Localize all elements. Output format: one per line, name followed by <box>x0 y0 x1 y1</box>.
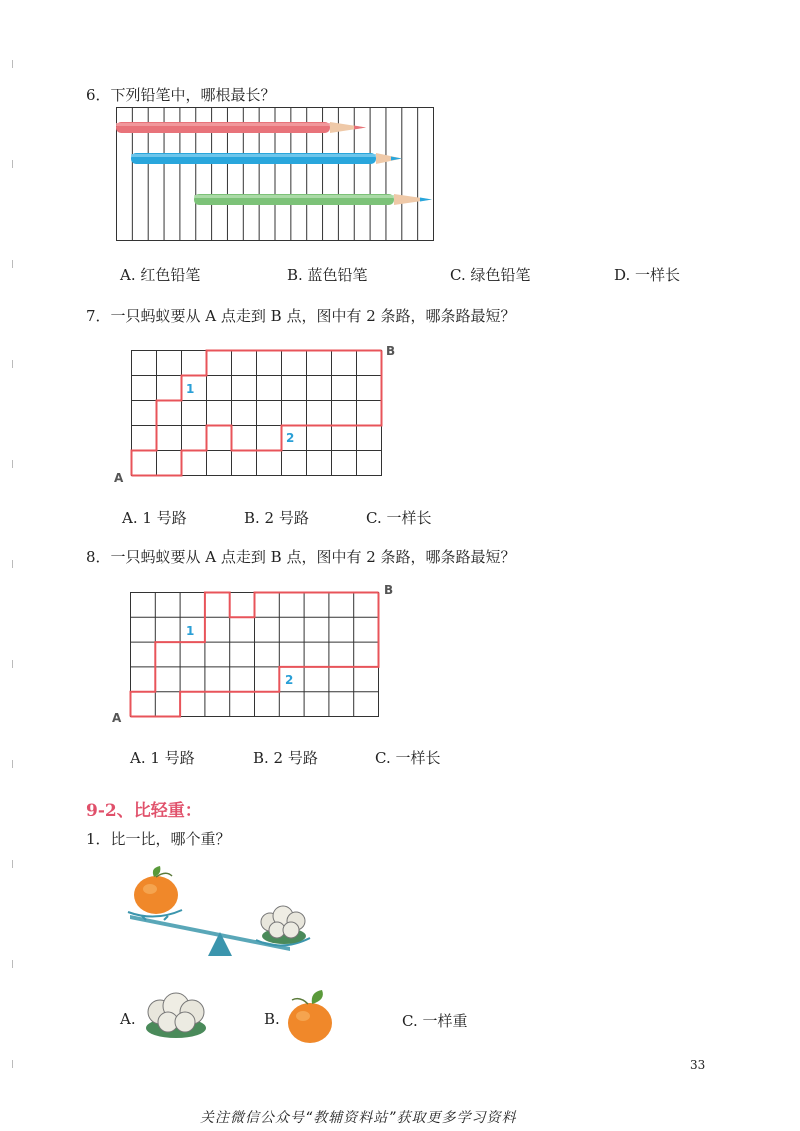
q6-option-b[interactable]: B. 蓝色铅笔 <box>287 266 368 284</box>
q9-text: 1．比一比，哪个重？ <box>86 830 231 848</box>
q7-point-b: B <box>386 344 396 358</box>
orange-on-scale <box>134 866 178 914</box>
balance-scale-figure <box>120 860 320 965</box>
red-pencil <box>116 122 366 133</box>
page-number: 33 <box>690 1058 706 1072</box>
blue-pencil <box>131 153 402 164</box>
q8-option-c[interactable]: C. 一样长 <box>375 749 441 767</box>
q9-option-b[interactable]: B. <box>264 1010 280 1028</box>
q6-text: 6．下列铅笔中，哪根最长？ <box>86 86 276 104</box>
q7-grid <box>132 351 382 476</box>
orange-icon <box>282 986 338 1046</box>
q7-text: 7．一只蚂蚁要从 A 点走到 B 点，图中有 2 条路，哪条路最短？ <box>86 307 516 325</box>
q6-option-d[interactable]: D. 一样长 <box>614 266 681 284</box>
q7-grid-figure <box>110 340 410 490</box>
q6-option-c[interactable]: C. 绿色铅笔 <box>450 266 531 284</box>
q7-point-a: A <box>114 471 124 485</box>
q6-option-a[interactable]: A. 红色铅笔 <box>120 266 201 284</box>
cauliflower-on-scale <box>261 906 306 944</box>
section-title: 9-2、比轻重： <box>86 801 202 821</box>
green-pencil <box>194 194 432 205</box>
q8-grid-figure <box>108 580 408 730</box>
q9-option-a[interactable]: A. <box>120 1010 136 1028</box>
q7-path-1-label: 1 <box>186 382 195 396</box>
q7-option-a[interactable]: A. 1 号路 <box>122 509 187 527</box>
cauliflower-icon <box>140 990 212 1040</box>
q8-option-a[interactable]: A. 1 号路 <box>130 749 195 767</box>
q8-path-1-label: 1 <box>186 624 195 638</box>
q8-text: 8．一只蚂蚁要从 A 点走到 B 点，图中有 2 条路，哪条路最短？ <box>86 548 516 566</box>
q8-point-b: B <box>384 583 394 597</box>
footer-watermark: 关注微信公众号“教辅资料站”获取更多学习资料 <box>200 1110 517 1126</box>
q7-path-2-label: 2 <box>286 431 295 445</box>
q8-path-2-label: 2 <box>285 673 294 687</box>
q8-point-a: A <box>112 711 122 725</box>
pencil-grid-figure <box>112 106 438 244</box>
q7-option-c[interactable]: C. 一样长 <box>366 509 432 527</box>
q9-option-c[interactable]: C. 一样重 <box>402 1012 468 1030</box>
q8-option-b[interactable]: B. 2 号路 <box>253 749 318 767</box>
q7-option-b[interactable]: B. 2 号路 <box>244 509 309 527</box>
